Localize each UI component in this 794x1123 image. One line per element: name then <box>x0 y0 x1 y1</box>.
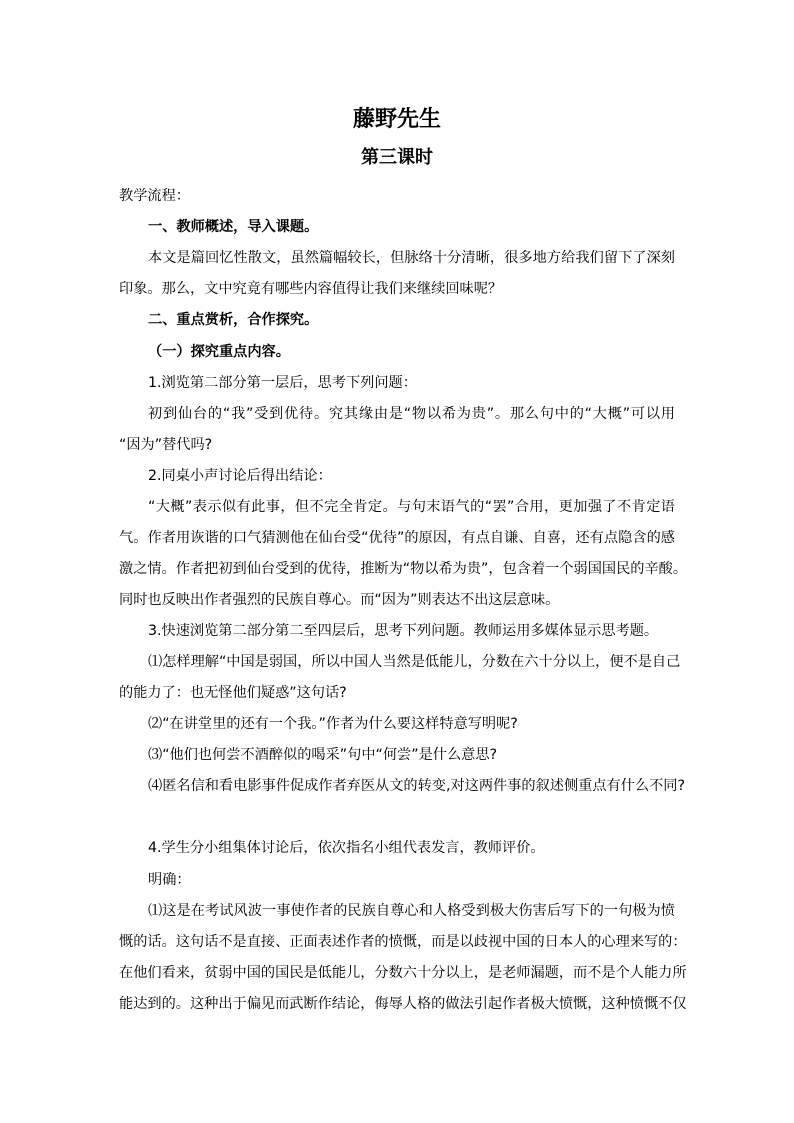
heading-part-two: 二、重点赏析，合作探究。 <box>148 312 319 328</box>
answer-label: 明确： <box>148 872 191 888</box>
paragraph-line: 本文是篇回忆性散文，虽然篇幅较长，但脉络十分清晰，很多地方给我们留下了深刻 <box>148 250 675 266</box>
answer-paragraph-line: 在他们看来，贫弱中国的国民是低能儿，分数六十分以上，是老师漏题，而不是个人能力所 <box>119 965 687 981</box>
sub-question-4: ⑷匿名信和看电影事件促成作者弃医从文的转变,对这两件事的叙述侧重点有什么不同? <box>148 778 685 794</box>
sub-question-1: ⑴怎样理解“中国是弱国，所以中国人当然是低能儿，分数在六十分以上，便不是自己 <box>148 654 681 670</box>
section-label-teaching-process: 教学流程： <box>119 188 190 204</box>
paragraph-line: 印象。那么，文中究竟有哪些内容值得让我们来继续回味呢？ <box>119 281 503 297</box>
paragraph-line: 的能力了：也无怪他们疑惑”这句话? <box>119 685 347 701</box>
answer-paragraph-line: ⑴这是在考试风波一事使作者的民族自尊心和人格受到极大伤害后写下的一句极为愤 <box>148 903 675 919</box>
paragraph-line: 初到仙台的“我”受到优待。究其缘由是“物以希为贵”。那么句中的“大概”可以用 <box>148 406 675 422</box>
paragraph-line: 气。作者用诙谐的口气猜测他在仙台受“优待”的原因，有点自谦、自喜，还有点隐含的感 <box>119 530 675 546</box>
paragraph-line: “大概”表示似有此事，但不完全肯定。与句末语气的“罢”合用，更加强了不肯定语 <box>148 499 675 515</box>
paragraph-line: 同时也反映出作者强烈的民族自尊心。而“因为”则表达不出这层意味。 <box>119 592 560 608</box>
paragraph-line: “因为”替代吗? <box>119 437 213 453</box>
paragraph-line: 激之情。作者把初到仙台受到的优待，推断为“物以希为贵”，包含着一个弱国国民的辛酸。 <box>119 561 688 577</box>
sub-question-3: ⑶“他们也何尝不酒醉似的喝采”句中“何尝”是什么意思? <box>148 747 498 763</box>
heading-part-one: 一、教师概述，导入课题。 <box>148 219 319 235</box>
answer-paragraph-line: 能达到的。这种出于偏见而武断作结论，侮辱人格的做法引起作者极大愤慨，这种愤慨不仅 <box>119 996 687 1012</box>
answer-paragraph-line: 慨的话。这句话不是直接、正面表述作者的愤慨，而是以歧视中国的日本人的心理来写的： <box>119 934 687 950</box>
question-item-3: 3.快速浏览第二部分第二至四层后，思考下列问题。教师运用多媒体显示思考题。 <box>148 623 659 639</box>
subheading-explore: （一）探究重点内容。 <box>148 344 290 360</box>
document-subtitle: 第三课时 <box>361 147 433 168</box>
question-item-2: 2.同桌小声讨论后得出结论： <box>148 468 332 484</box>
question-item-1: 1.浏览第二部分第一层后，思考下列问题： <box>148 375 417 391</box>
question-item-4: 4.学生分小组集体讨论后，依次指名小组代表发言，教师评价。 <box>148 840 545 856</box>
document-title: 藤野先生 <box>352 107 441 132</box>
sub-question-2: ⑵“在讲堂里的还有一个我。”作者为什么要这样特意写明呢? <box>148 716 518 732</box>
